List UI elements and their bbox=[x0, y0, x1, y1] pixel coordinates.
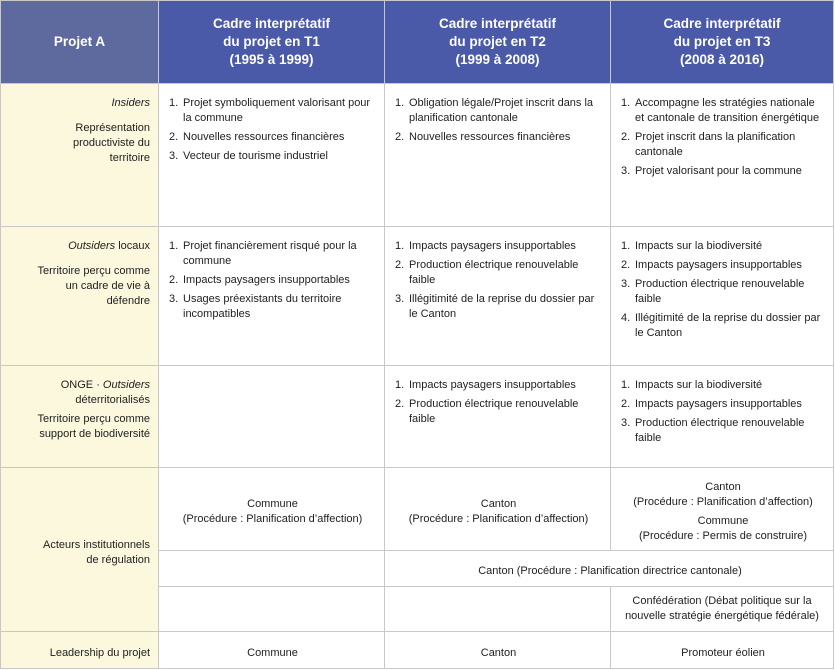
rowhead-outsiders-desc-2: un cadre de vie à bbox=[65, 280, 150, 292]
list-item bbox=[621, 397, 825, 412]
outsiders-locaux-t1-list bbox=[169, 239, 376, 322]
list-item bbox=[621, 130, 825, 160]
row-leadership bbox=[1, 632, 834, 669]
item-text: Projet financièrement risqué pour la commune bbox=[183, 240, 357, 267]
item-text: Production électrique renouvelable faible bbox=[635, 278, 805, 305]
item-number: 4. bbox=[621, 312, 631, 324]
rowhead-onge-desc-2: support de biodiversité bbox=[39, 428, 150, 440]
onge-t3 bbox=[611, 366, 834, 468]
header-t3 bbox=[611, 1, 834, 84]
item-text: Impacts paysagers insupportables bbox=[183, 274, 350, 286]
item-text: Usages préexistants du territoire incompatibles bbox=[183, 293, 342, 320]
insiders-t2 bbox=[385, 84, 611, 227]
item-text: Production électrique renouvelable faible bbox=[635, 417, 805, 444]
item-number: 2. bbox=[169, 131, 179, 143]
institutionnels-t3-actor-a: Canton bbox=[705, 481, 741, 493]
header-t1-line1: Cadre interprétatif bbox=[212, 16, 331, 31]
institutionnels-confederation-line1: Confédération (Débat politique sur la bbox=[632, 595, 812, 607]
rowhead-institutionnels-line1: Acteurs institutionnels bbox=[43, 538, 150, 551]
header-t2-line1: Cadre interprétatif bbox=[438, 16, 557, 31]
item-number: 3. bbox=[621, 278, 631, 290]
outsiders-locaux-t2 bbox=[385, 227, 611, 366]
header-t2-line3: (1999 à 2008) bbox=[455, 52, 540, 67]
institutionnels-t2-actor: Canton bbox=[480, 498, 517, 510]
rowhead-outsiders-desc-3: défendre bbox=[106, 295, 150, 307]
item-number: 1. bbox=[169, 97, 179, 109]
rowhead-outsiders-title-italic: Outsiders bbox=[68, 240, 116, 252]
institutionnels-t2 bbox=[385, 468, 611, 551]
list-item bbox=[395, 258, 602, 288]
list-item bbox=[395, 292, 602, 322]
item-text: Nouvelles ressources financières bbox=[183, 131, 345, 143]
item-number: 2. bbox=[621, 259, 631, 271]
list-item bbox=[621, 239, 825, 254]
rowhead-outsiders-desc-1: Territoire perçu comme bbox=[37, 265, 150, 277]
outsiders-locaux-t2-list bbox=[395, 239, 602, 322]
item-text: Projet valorisant pour la commune bbox=[635, 165, 802, 177]
header-t3-line1: Cadre interprétatif bbox=[663, 16, 781, 31]
item-number: 2. bbox=[395, 259, 405, 271]
item-text: Impacts sur la biodiversité bbox=[635, 240, 763, 252]
institutionnels-t1 bbox=[159, 468, 385, 551]
rowhead-institutionnels bbox=[1, 468, 159, 632]
list-item bbox=[621, 277, 825, 307]
item-text: Impacts paysagers insupportables bbox=[635, 398, 802, 410]
onge-t3-list bbox=[621, 378, 825, 446]
header-t1-line3: (1995 à 1999) bbox=[229, 52, 314, 67]
item-number: 1. bbox=[621, 379, 631, 391]
rowhead-outsiders-locaux bbox=[1, 227, 159, 366]
insiders-t1-list bbox=[169, 96, 376, 164]
list-item bbox=[621, 258, 825, 273]
list-item bbox=[169, 292, 376, 322]
institutionnels-t3 bbox=[611, 468, 834, 551]
onge-t1 bbox=[159, 366, 385, 468]
row-outsiders-locaux bbox=[1, 227, 834, 366]
item-text: Obligation légale/Projet inscrit dans la planification cantonale bbox=[409, 97, 594, 124]
institutionnels-3-t1 bbox=[159, 587, 385, 632]
rowhead-leadership-label: Leadership du projet bbox=[49, 646, 150, 659]
outsiders-locaux-t1 bbox=[159, 227, 385, 366]
header-t3-line3: (2008 à 2016) bbox=[679, 52, 765, 67]
item-number: 3. bbox=[621, 417, 631, 429]
item-text: Production électrique renouvelable faible bbox=[409, 259, 579, 286]
onge-t2 bbox=[385, 366, 611, 468]
list-item bbox=[621, 311, 825, 341]
item-text: Vecteur de tourisme industriel bbox=[183, 150, 328, 162]
list-item bbox=[621, 416, 825, 446]
item-text: Accompagne les stratégies nationale et cantonale de transition énergétique bbox=[635, 97, 820, 124]
list-item bbox=[395, 96, 602, 126]
item-text: Impacts paysagers insupportables bbox=[409, 240, 576, 252]
row-insiders bbox=[1, 84, 834, 227]
item-number: 1. bbox=[621, 97, 631, 109]
institutionnels-t3-actor-b: Commune bbox=[697, 515, 749, 527]
institutionnels-3-t3 bbox=[611, 587, 834, 632]
item-text: Illégitimité de la reprise du dossier par le Canton bbox=[635, 312, 821, 339]
item-text: Impacts sur la biodiversité bbox=[635, 379, 763, 391]
item-number: 3. bbox=[395, 293, 405, 305]
rowhead-onge bbox=[1, 366, 159, 468]
row-institutionnels-1 bbox=[1, 468, 834, 551]
header-row bbox=[1, 1, 834, 84]
rowhead-insiders-title: Insiders bbox=[111, 97, 150, 109]
leadership-t1 bbox=[159, 632, 385, 669]
rowhead-insiders-desc-3: territoire bbox=[109, 152, 150, 164]
rowhead-leadership bbox=[1, 632, 159, 669]
list-item bbox=[621, 164, 825, 179]
institutionnels-3-t2 bbox=[385, 587, 611, 632]
onge-t2-list bbox=[395, 378, 602, 427]
list-item bbox=[169, 96, 376, 126]
rowhead-onge-pre: ONGE · bbox=[60, 379, 103, 391]
list-item bbox=[621, 96, 825, 126]
insiders-t1 bbox=[159, 84, 385, 227]
insiders-t3-list bbox=[621, 96, 825, 179]
header-t3-line2: du projet en T3 bbox=[673, 34, 771, 49]
item-number: 1. bbox=[169, 240, 179, 252]
institutionnels-t1-actor: Commune bbox=[247, 498, 298, 510]
item-number: 1. bbox=[395, 97, 405, 109]
leadership-t2-value: Canton bbox=[480, 646, 517, 659]
list-item bbox=[169, 149, 376, 164]
rowhead-institutionnels-line2: de régulation bbox=[86, 553, 150, 566]
leadership-t3 bbox=[611, 632, 834, 669]
item-text: Projet symboliquement valorisant pour la commune bbox=[183, 97, 371, 124]
institutionnels-2-t23 bbox=[385, 551, 834, 587]
rowhead-insiders-desc-2: productiviste du bbox=[72, 137, 150, 149]
institutionnels-t3-procedure-b: (Procédure : Permis de construire) bbox=[638, 530, 808, 542]
institutionnels-t2-procedure: (Procédure : Planification d’affection) bbox=[408, 513, 589, 525]
list-item bbox=[395, 378, 602, 393]
item-number: 3. bbox=[169, 293, 179, 305]
institutionnels-t1-procedure: (Procédure : Planification d’affection) bbox=[182, 513, 363, 525]
item-number: 2. bbox=[395, 131, 405, 143]
list-item bbox=[621, 378, 825, 393]
header-t1-line2: du projet en T1 bbox=[223, 34, 320, 49]
header-corner bbox=[1, 1, 159, 84]
list-item bbox=[169, 130, 376, 145]
list-item bbox=[169, 239, 376, 269]
rowhead-onge-italic: Outsiders bbox=[102, 379, 150, 391]
insiders-t3 bbox=[611, 84, 834, 227]
item-number: 3. bbox=[621, 165, 631, 177]
item-text: Illégitimité de la reprise du dossier par le Canton bbox=[409, 293, 595, 320]
item-text: Projet inscrit dans la planification cantonale bbox=[635, 131, 796, 158]
list-item bbox=[395, 130, 602, 145]
list-item bbox=[395, 397, 602, 427]
rowhead-onge-desc-1: Territoire perçu comme bbox=[37, 413, 150, 425]
insiders-t2-list bbox=[395, 96, 602, 145]
list-item bbox=[169, 273, 376, 288]
list-item bbox=[395, 239, 602, 254]
item-text: Production électrique renouvelable faible bbox=[409, 398, 579, 425]
item-number: 1. bbox=[395, 379, 405, 391]
header-t2-line2: du projet en T2 bbox=[449, 34, 546, 49]
corner-label: Projet A bbox=[53, 34, 106, 49]
outsiders-locaux-t3-list bbox=[621, 239, 825, 341]
institutionnels-canton-directrice: Canton (Procédure : Planification directrice cantonale) bbox=[478, 565, 742, 577]
item-number: 1. bbox=[621, 240, 631, 252]
leadership-t1-value: Commune bbox=[247, 646, 298, 659]
institutionnels-confederation-line2: nouvelle stratégie énergétique fédérale) bbox=[625, 610, 819, 622]
item-number: 2. bbox=[621, 131, 631, 143]
item-text: Impacts paysagers insupportables bbox=[409, 379, 576, 391]
row-onge bbox=[1, 366, 834, 468]
leadership-t2 bbox=[385, 632, 611, 669]
header-t2 bbox=[385, 1, 611, 84]
item-number: 3. bbox=[169, 150, 179, 162]
rowhead-insiders bbox=[1, 84, 159, 227]
item-number: 2. bbox=[395, 398, 405, 410]
rowhead-onge-title-2: déterritorialisés bbox=[75, 394, 150, 406]
item-text: Impacts paysagers insupportables bbox=[635, 259, 802, 271]
leadership-t3-value: Promoteur éolien bbox=[681, 646, 765, 659]
rowhead-insiders-desc-1: Représentation bbox=[75, 122, 150, 134]
rowhead-outsiders-title-rest: locaux bbox=[115, 240, 150, 252]
header-t1 bbox=[159, 1, 385, 84]
institutionnels-t3-procedure-a: (Procédure : Planification d’affection) bbox=[633, 496, 813, 508]
item-number: 1. bbox=[395, 240, 405, 252]
outsiders-locaux-t3 bbox=[611, 227, 834, 366]
item-number: 2. bbox=[621, 398, 631, 410]
item-number: 2. bbox=[169, 274, 179, 286]
item-text: Nouvelles ressources financières bbox=[409, 131, 571, 143]
institutionnels-2-t1 bbox=[159, 551, 385, 587]
